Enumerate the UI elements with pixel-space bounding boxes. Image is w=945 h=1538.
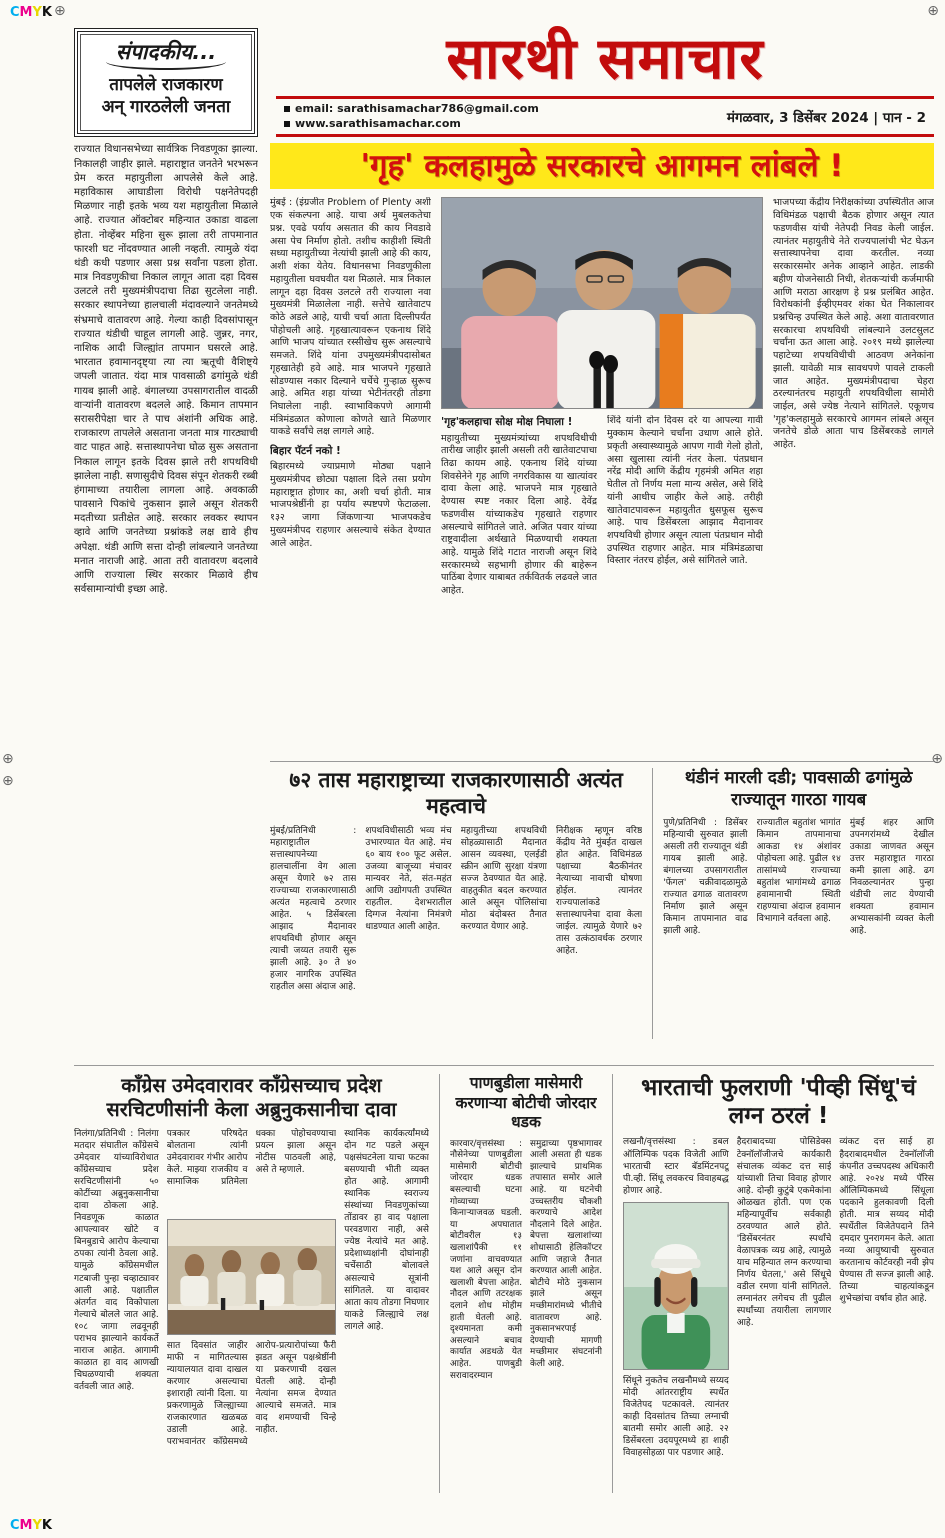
- sindhu-body: [623, 1136, 934, 1493]
- bullet-square-icon: [284, 121, 290, 127]
- main-article-col-1: मुंबई : (इंग्रजीत Problem of Plenty अशी एक संकल्पना आहे. याचा अर्थ मुबलकतेचा प्रश्न. एवढे पर्याय असतात की काय निवडावे असा पेच निर्माण होतो. तशीच काहीशी स्थिती सध्या महायुतीच्या नेत्यांची झाली आहे की काय, अशी शंका येतेय. विधानसभा निवडणुकीला महायुतीला घवघवीत यश मिळाले. मात्र निकाल लागून दहा दिवस उलटले तरी राज्याला नवा मुख्यमंत्री मिळालेला नाही. सत्तेचे खातेवाटप कोठे अडले आहे, याची चर्चा आता दिल्लीपर्यंत पोहोचली आहे. गृहखात्यावरून एकनाथ शिंदे आणि भाजप यांच्यात रस्सीखेच सुरू असल्याचे समजते. शिंदे यांना उपमुख्यमंत्रीपदासोबत गृहखातेही हवे आहे. मात्र भाजपने गृहखाते सोडण्यास नकार दिल्याने चर्चेचे गुऱ्हाळ सुरूच आहे. अमित शहा यांच्या भेटीनंतरही तोडगा निघालेला नाही. स्वाभाविकपणे आगामी मंत्रिमंडळात कोणाला कोणते खाते मिळणार याकडे सर्वांचे लक्ष लागले आहे. बिहार पॅटर्न नको ! बिहारमध्ये ज्याप्रमाणे मोठ्या पक्षाने मुख्यमंत्रीपद छोट्या पक्षाला दिले तसा प्रयोग महाराष्ट्रात होणार का, अशी चर्चा होती. मात्र भाजपश्रेष्ठींनी हा पर्याय स्पष्टपणे फेटाळला. १३२ जागा जिंकणाऱ्या भाजपकडेच मुख्यमंत्रीपद राहणार असल्याचे संकेत देण्यात आले आहेत.: [270, 197, 431, 549]
- sindhu-headline: भारताची फुलराणी 'पीव्ही सिंधू'चं लग्न ठरलं !: [641, 1075, 916, 1130]
- congress-middle: [167, 1128, 337, 1493]
- cmyk-registration-text: CMYK: [10, 5, 52, 20]
- sindhu-col-1: [623, 1136, 729, 1493]
- sub-band: [270, 761, 934, 1039]
- weather-col-3: मुंबई शहर आणि उपनगरांमध्ये देखील उकाडा जाणवत असून उत्तर महाराष्ट्रात गारठा कमी झाला आहे. ढग निवळल्यानंतर पुन्हा थंडीची लाट येण्याची शक्यता हवामान अभ्यासकांनी व्यक्त केली आहे.: [849, 817, 934, 937]
- article-72-hours: [270, 768, 642, 1039]
- weather-col-2: राज्यातील बहुतांश भागांत किमान तापमानाचा आकडा १४ अंशांवर पोहोचला आहे. पुढील १४ तासांमध्ये राज्याच्या बहुतांश भागांमध्ये ढगाळ हवामानाची स्थिती राहण्याचा अंदाज हवामान विभागाने वर्तवला आहे.: [756, 817, 841, 925]
- registration-crosshair-icon: ⊕: [2, 751, 14, 767]
- main-article-middle: [441, 197, 763, 753]
- main-article-subhead-2: 'गृह'कलहाचा सोक्ष मोक्ष निघाला !: [441, 416, 573, 429]
- article-weather: [663, 768, 934, 1039]
- article-congress: [74, 1074, 429, 1493]
- date-page-number: मंगळवार, 3 डिसेंबर 2024 | पान - 2: [726, 109, 926, 126]
- congress-mid-top: पत्रकार परिषदेत बोलताना त्यांनी उमेदवारावर गंभीर आरोप केले. माझ्या राजकीय व सामाजिक प्रतिमेला धक्का पोहोचवण्याचा प्रयत्न झाला असून नोटीस पाठवली आहे, असे ते म्हणाले.: [166, 1128, 337, 1188]
- website-line: www.sarathisamachar.com: [284, 117, 539, 132]
- main-news-area: [270, 143, 934, 1055]
- bullet-square-icon: [284, 106, 290, 112]
- contact-row: [276, 96, 934, 138]
- submarine-headline: पाणबुडीला मासेमारी करणाऱ्या बोटीची जोरदार धडक: [455, 1074, 597, 1132]
- editorial-body-text: राज्यात विधानसभेच्या सार्वत्रिक निवडणूका झाल्या. निकालही जाहीर झाले. महाराष्ट्रात जनतेने भरभरून प्रेम करत महायुतीला आपलेसे केले आहे. महाविकास आघाडीला विरोधी पक्षनेतेपदही मिळणार नाही इतके भव्य यश महायुतीला मिळाले आहे. राज्यात ऑक्टोबर महिन्यात उकाडा वाढला होता. नोव्हेंबर महिना सुरू झाला तरी तापमानात फारशी घट नोंदवण्यात आली नव्हती. त्यामुळे यंदा थंडी कधी पडणार असा प्रश्न सर्वांना पडला होता. मात्र निवडणुकीचा निकाल लागून आता दहा दिवस उलटले तरी मुख्यमंत्रीपदाचा तिढा सुटलेला नाही. सरकार स्थापनेच्या हालचाली मंदावल्याने जनतेमध्ये संभ्रमाचे वातावरण आहे. गेल्या काही दिवसांपासून राज्यात थंडीची चाहूल लागली आहे. जुन्नर, नगर, नाशिक आदी जिल्ह्यांत तापमान घसरले आहे. भारतात हवामानदृष्ट्या त्या त्या ऋतूची वैशिष्ट्ये जपली जातात. यंदा मात्र पावसाळी ढगांमुळे थंडी गायब झाली आहे. बंगालच्या उपसागरातील वादळी वाऱ्यांनी वातावरण बदलले आहे. किमान तापमान सरासरीपेक्षा चार ते पाच अंशांनी अधिक आहे. राजकारण तापलेले असताना जनता मात्र गारठ्याची वाट पाहत आहे. सत्तास्थापनेचा घोळ सुरू असताना निकाल लागून इतके दिवस झाले तरी शपथविधी झालेला नाही. सणासुदीचे दिवस संपून शेतकरी रब्बी हंगामाच्या तयारीला लागला आहे. अवकाळी पावसाने पिकांचे नुकसान झाले असून शेतकरी मदतीच्या प्रतीक्षेत आहे. सरकार लवकर स्थापन व्हावे आणि जनतेच्या प्रश्नांकडे लक्ष द्यावे हीच अपेक्षा. थंडी आणि सत्ता दोन्ही लांबल्याने जनतेच्या मनात नाराजी आहे. आता तरी वातावरण बदलावे आणि राज्याला स्थिर सरकार मिळावे हीच सर्वसामान्यांची इच्छा आहे.: [74, 144, 258, 596]
- politicians-photo: [441, 197, 763, 409]
- main-article-col-2: 'गृह'कलहाचा सोक्ष मोक्ष निघाला ! महायुतीच्या मुख्यमंत्र्यांच्या शपथविधीची तारीख जाहीर झाली असली तरी खातेवाटपाचा तिढा कायम आहे. एकनाथ शिंदे यांच्या शिवसेनेने गृह आणि नगरविकास या खात्यांवर दावा केला आहे. भाजपने मात्र गृहखाते देण्यास स्पष्ट नकार दिला आहे. देवेंद्र फडणवीस यांच्याकडेच गृहखाते राहणार असल्याचे सांगितले जाते. अजित पवार यांच्या राष्ट्रवादीला अर्थखाते मिळण्याची शक्यता आहे. यामुळे शिंदे गटात नाराजी असून शिंदे सरकारमध्ये सहभागी होणार की बाहेरून पाठिंबा देणार याबाबत तर्कवितर्क लढवले जात आहेत.: [441, 416, 597, 597]
- article-72-body: [270, 825, 642, 1040]
- editorial-kicker: संपादकीय...: [106, 38, 226, 70]
- registration-crosshair-icon: ⊕: [54, 3, 66, 19]
- middle-band: [74, 143, 934, 1055]
- article-submarine: [450, 1074, 602, 1493]
- article-72-headline: ७२ तास महाराष्ट्राच्या राजकारणासाठी अत्यंत महत्वाचे: [289, 768, 623, 818]
- main-article-col-3: शिंदे यांनी दोन दिवस दरे या आपल्या गावी मुक्काम केल्याने चर्चांना उधाण आले होते. प्रकृती अस्वास्थ्यामुळे आपण गावी गेलो होतो, असा खुलासा त्यांनी नंतर केला. पंतप्रधान नरेंद्र मोदी आणि केंद्रीय गृहमंत्री अमित शहा घेतील तो निर्णय मला मान्य असेल, असे शिंदे यांनी आधीच जाहीर केले आहे. तरीही खातेवाटपावरून महायुतीत धुसफूस सुरूच आहे. पाच डिसेंबरला आझाद मैदानावर शपथविधी होणार असून त्याला पंतप्रधान मोदी उपस्थित राहणार आहेत. मात्र मंत्रिमंडळाचा विस्तार नंतरच होईल, असे सांगितले जाते.: [607, 415, 763, 567]
- sindhu-col-3: व्यंकट दत्त साई हा हैदराबादमधील टेक्नॉलॉजी कंपनीत उच्चपदस्थ अधिकारी आहे. २०२४ मध्ये पॅरिस ऑलिम्पिकमध्ये सिंधूला पदकाने हुलकावणी दिली होती. मात्र सय्यद मोदी स्पर्धेतील विजेतेपदाने तिने दमदार पुनरागमन केले. आता नव्या आयुष्याची सुरुवात करतानाच कोर्टवरही नवी झेप घेण्यास ती सज्ज झाली आहे. तिच्या चाहत्यांकडून शुभेच्छांचा वर्षाव होत आहे.: [839, 1137, 934, 1305]
- editorial-title: तापलेले राजकारण अन् गारठलेली जनता: [101, 75, 231, 118]
- submarine-body: कारवार/वृत्तसंस्था : नौसेनेच्या पाणबुडीला मासेमारी बोटीची जोरदार धडक बसल्याची घटना गोव्याच्या किनाऱ्याजवळ घडली. या अपघातात बोटीवरील १३ खलाशांपैकी ११ जणांना वाचवण्यात यश आले असून दोन खलाशी बेपत्ता आहेत. नौदल आणि तटरक्षक दलाने शोध मोहीम हाती घेतली आहे. दृश्यमानता कमी असल्याने बचाव कार्यात अडथळे येत आहेत. पाणबुडी सरावादरम्यान समुद्राच्या पृष्ठभागावर आली असता ही धडक झाल्याचे प्राथमिक तपासात समोर आले आहे. या घटनेची उच्चस्तरीय चौकशी करण्याचे आदेश नौदलाने दिले आहेत. बेपत्ता खलाशांच्या शोधासाठी हेलिकॉप्टर आणि जहाजे तैनात करण्यात आली आहेत. बोटीचे मोठे नुकसान झाले असून मच्छीमारांमध्ये भीतीचे वातावरण आहे. नुकसानभरपाई देण्याची मागणी मच्छीमार संघटनांनी केली आहे.: [450, 1138, 602, 1381]
- editorial-box: [74, 28, 258, 137]
- pv-sindhu-photo-art: [624, 1203, 728, 1370]
- congress-body: [74, 1128, 429, 1493]
- registration-crosshair-icon: ⊕: [2, 773, 14, 789]
- main-article-col-4: भाजपच्या केंद्रीय निरीक्षकांच्या उपस्थितीत आज विधिमंडळ पक्षाची बैठक होणार असून त्यात फडणवीस यांची नेतेपदी निवड केली जाईल. त्यानंतर महायुतीचे नेते राज्यपालांची भेट घेऊन सत्तास्थापनेचा दावा करतील. नव्या सरकारसमोर अनेक आव्हाने आहेत. लाडकी बहीण योजनेसाठी निधी, शेतकऱ्यांची कर्जमाफी आणि मराठा आरक्षण हे प्रश्न प्रलंबित आहेत. विरोधकांनी ईव्हीएमवर शंका घेत निकालावर प्रश्नचिन्ह उपस्थित केले आहे. अशा वातावरणात सरकारचा शपथविधी लांबल्याने उलटसुलट चर्चांना ऊत आला आहे. २०१९ मध्ये झालेल्या पहाटेच्या शपथविधीची आठवण अनेकांना झाली. यावेळी मात्र सावधपणे पावले टाकली जात आहेत. मुख्यमंत्रीपदाचा चेहरा ठरल्यानंतरच महायुती शपथविधीला सामोरी जाईल, असे ज्येष्ठ नेत्याने सांगितले. एकूणच 'गृह'कलहामुळे सरकारचे आगमन लांबले असून जनतेचे डोळे आता पाच डिसेंबरकडे लागले आहेत.: [773, 197, 934, 451]
- congress-col-1: निलंगा/प्रतिनिधी : निलंगा मतदार संघातील काँग्रेसचे उमेदवार यांच्याविरोधात काँग्रेसच्याच प्रदेश सरचिटणीसांनी ५० कोटींच्या अब्रुनुकसानीचा दावा ठोकला आहे. निवडणूक काळात आपल्यावर खोटे व बिनबुडाचे आरोप केल्याचा ठपका त्यांनी ठेवला आहे. यामुळे काँग्रेसमधील गटबाजी पुन्हा चव्हाट्यावर आली आहे. पक्षातील अंतर्गत वाद विकोपाला गेल्याचे बोलले जात आहे. १०८ जागा लढवूनही पराभव झाल्याने कार्यकर्ते नाराज आहेत. आगामी काळात हा वाद आणखी चिघळण्याची शक्यता वर्तवली जात आहे.: [74, 1128, 159, 1392]
- congress-mid-bottom: सात दिवसांत जाहीर माफी न मागितल्यास न्यायालयात दावा दाखल करणार असल्याचा इशाराही त्यांनी दिला. या प्रकरणामुळे जिल्ह्याच्या राजकारणात खळबळ उडाली आहे. पराभवानंतर काँग्रेसमध्ये आरोप-प्रत्यारोपांच्या फैरी झडत असून पक्षश्रेष्ठींनी या प्रकरणाची दखल घेतली आहे. दोन्ही नेत्यांना समज देण्यात आल्याचे समजते. मात्र वाद शमण्याची चिन्हे नाहीत.: [166, 1340, 337, 1448]
- column-divider: [652, 768, 653, 1039]
- article-72-col-2: शपथविधीसाठी भव्य मंच उभारण्यात येत आहे. मंच ६० बाय १०० फूट असेल. उजव्या बाजूच्या मंचावर मान्यवर नेते, संत-महंत आणि उद्योगपती उपस्थित राहतील. देशभरातील दिग्गज नेत्यांना निमंत्रणे धाडण्यात आली आहेत.: [365, 825, 452, 933]
- weather-body: [663, 817, 934, 1040]
- main-article: [270, 197, 934, 753]
- contact-info: [284, 102, 539, 132]
- politicians-photo-art: [442, 198, 762, 409]
- page-content: [74, 28, 934, 1493]
- article-sindhu: [623, 1074, 934, 1493]
- masthead-block: [276, 28, 934, 137]
- main-article-mid-columns: [441, 415, 763, 753]
- press-conference-photo: [167, 1219, 337, 1335]
- editorial-column: [74, 143, 258, 1055]
- email-line: email: sarathisamachar786@gmail.com: [284, 102, 539, 117]
- sindhu-col-1-bottom: सिंधूने नुकतेच लखनौमध्ये सय्यद मोदी आंतरराष्ट्रीय स्पर्धेत विजेतेपद पटकावले. त्यानंतर काही दिवसांतच तिच्या लग्नाची बातमी समोर आली आहे. २२ डिसेंबरला उदयपूरमध्ये हा शाही विवाहसोहळा पार पडणार आहे.: [623, 1375, 729, 1458]
- registration-crosshair-icon: ⊕: [931, 751, 943, 767]
- cmyk-registration-text: CMYK: [10, 1518, 52, 1533]
- congress-headline: काँग्रेस उमेदवारावर काँग्रेसच्याच प्रदेश सरचिटणीसांनी केला अब्रुनुकसानीचा दावा: [106, 1074, 397, 1122]
- newspaper-title: सारथी समाचार: [446, 26, 764, 92]
- registration-crosshair-icon: ⊕: [927, 3, 939, 19]
- pv-sindhu-photo: [623, 1202, 729, 1370]
- article-72-col-1: मुंबई/प्रतिनिधी : महाराष्ट्रातील सत्तास्थापनेच्या हालचालींना वेग आला असून येणारे ७२ तास राज्याच्या राजकारणासाठी अत्यंत महत्वाचे ठरणार आहेत. ५ डिसेंबरला आझाद मैदानावर शपथविधी होणार असून त्याची जय्यत तयारी सुरू झाली आहे. ३० ते ४० हजार नागरिक उपस्थित राहतील असा अंदाज आहे.: [270, 825, 357, 993]
- sindhu-col-1-top: लखनौ/वृत्तसंस्था : डबल ऑलिम्पिक पदक विजेती आणि भारताची स्टार बॅडमिंटनपटू पी.व्ही. सिंधू लवकरच विवाहबद्ध होणार आहे.: [623, 1137, 729, 1196]
- column-divider: [612, 1074, 613, 1493]
- main-headline: 'गृह' कलहामुळे सरकारचे आगमन लांबले !: [270, 143, 934, 189]
- bottom-band: [74, 1065, 934, 1493]
- weather-col-1: पुणे/प्रतिनिधी : डिसेंबर महिन्याची सुरुवात झाली असली तरी राज्यातून थंडी गायब झाली आहे. बंगालच्या उपसागरातील 'फेंगल' चक्रीवादळामुळे राज्यात ढगाळ वातावरण निर्माण झाले असून किमान तापमानात वाढ झाली आहे.: [663, 817, 748, 937]
- sindhu-col-2: हैदराबादच्या पोसिडेक्स टेक्नॉलॉजीजचे कार्यकारी संचालक व्यंकट दत्त साई यांच्याशी तिचा विवाह होणार आहे. दोन्ही कुटुंबे एकमेकांना ओळखत होती. पण एक महिन्यापूर्वीच सर्वकाही ठरवण्यात आले होते. 'डिसेंबरनंतर स्पर्धांचे वेळापत्रक व्यग्र आहे, त्यामुळे याच महिन्यात लग्न करण्याचा निर्णय घेतला,' असे सिंधूचे वडील रमणा यांनी सांगितले. लग्नानंतर लगेचच ती पुढील स्पर्धांच्या तयारीला लागणार आहे.: [736, 1137, 832, 1329]
- header: [74, 28, 934, 137]
- column-divider: [439, 1074, 440, 1493]
- main-article-subhead-1: बिहार पॅटर्न नको !: [270, 445, 341, 458]
- weather-headline: थंडीनं मारली दडी; पावसाळी ढगांमुळे राज्यातून गारठा गायब: [684, 768, 913, 810]
- congress-col-4: स्थानिक कार्यकर्त्यांमध्ये दोन गट पडले असून पक्षसंघटनेला याचा फटका बसण्याची भीती व्यक्त होत आहे. आगामी स्थानिक स्वराज्य संस्थांच्या निवडणुकांच्या तोंडावर हा वाद पक्षाला परवडणारा नाही, असे ज्येष्ठ नेत्यांचे मत आहे. प्रदेशाध्यक्षांनी दोघांनाही चर्चेसाठी बोलावले असल्याचे सूत्रांनी सांगितले. या वादावर आता काय तोडगा निघणार याकडे जिल्ह्याचे लक्ष लागले आहे.: [344, 1128, 429, 1332]
- press-conference-photo-art: [168, 1220, 336, 1335]
- article-72-col-3: महायुतीच्या शपथविधी सोहळ्यासाठी मैदानात आसन व्यवस्था, एलईडी स्क्रीन आणि सुरक्षा यंत्रणा सज्ज ठेवण्यात येत आहे. वाहतुकीत बदल करण्यात आले असून पोलिसांचा मोठा बंदोबस्त तैनात करण्यात येणार आहे.: [460, 825, 547, 933]
- article-72-col-4: निरीक्षक म्हणून वरिष्ठ केंद्रीय नेते मुंबईत दाखल होत आहेत. विधिमंडळ पक्षाच्या बैठकीनंतर नेत्याच्या नावाची घोषणा होईल. त्यानंतर राज्यपालांकडे सत्तास्थापनेचा दावा केला जाईल. त्यामुळे येणारे ७२ तास उत्कंठावर्धक ठरणार आहेत.: [555, 825, 643, 957]
